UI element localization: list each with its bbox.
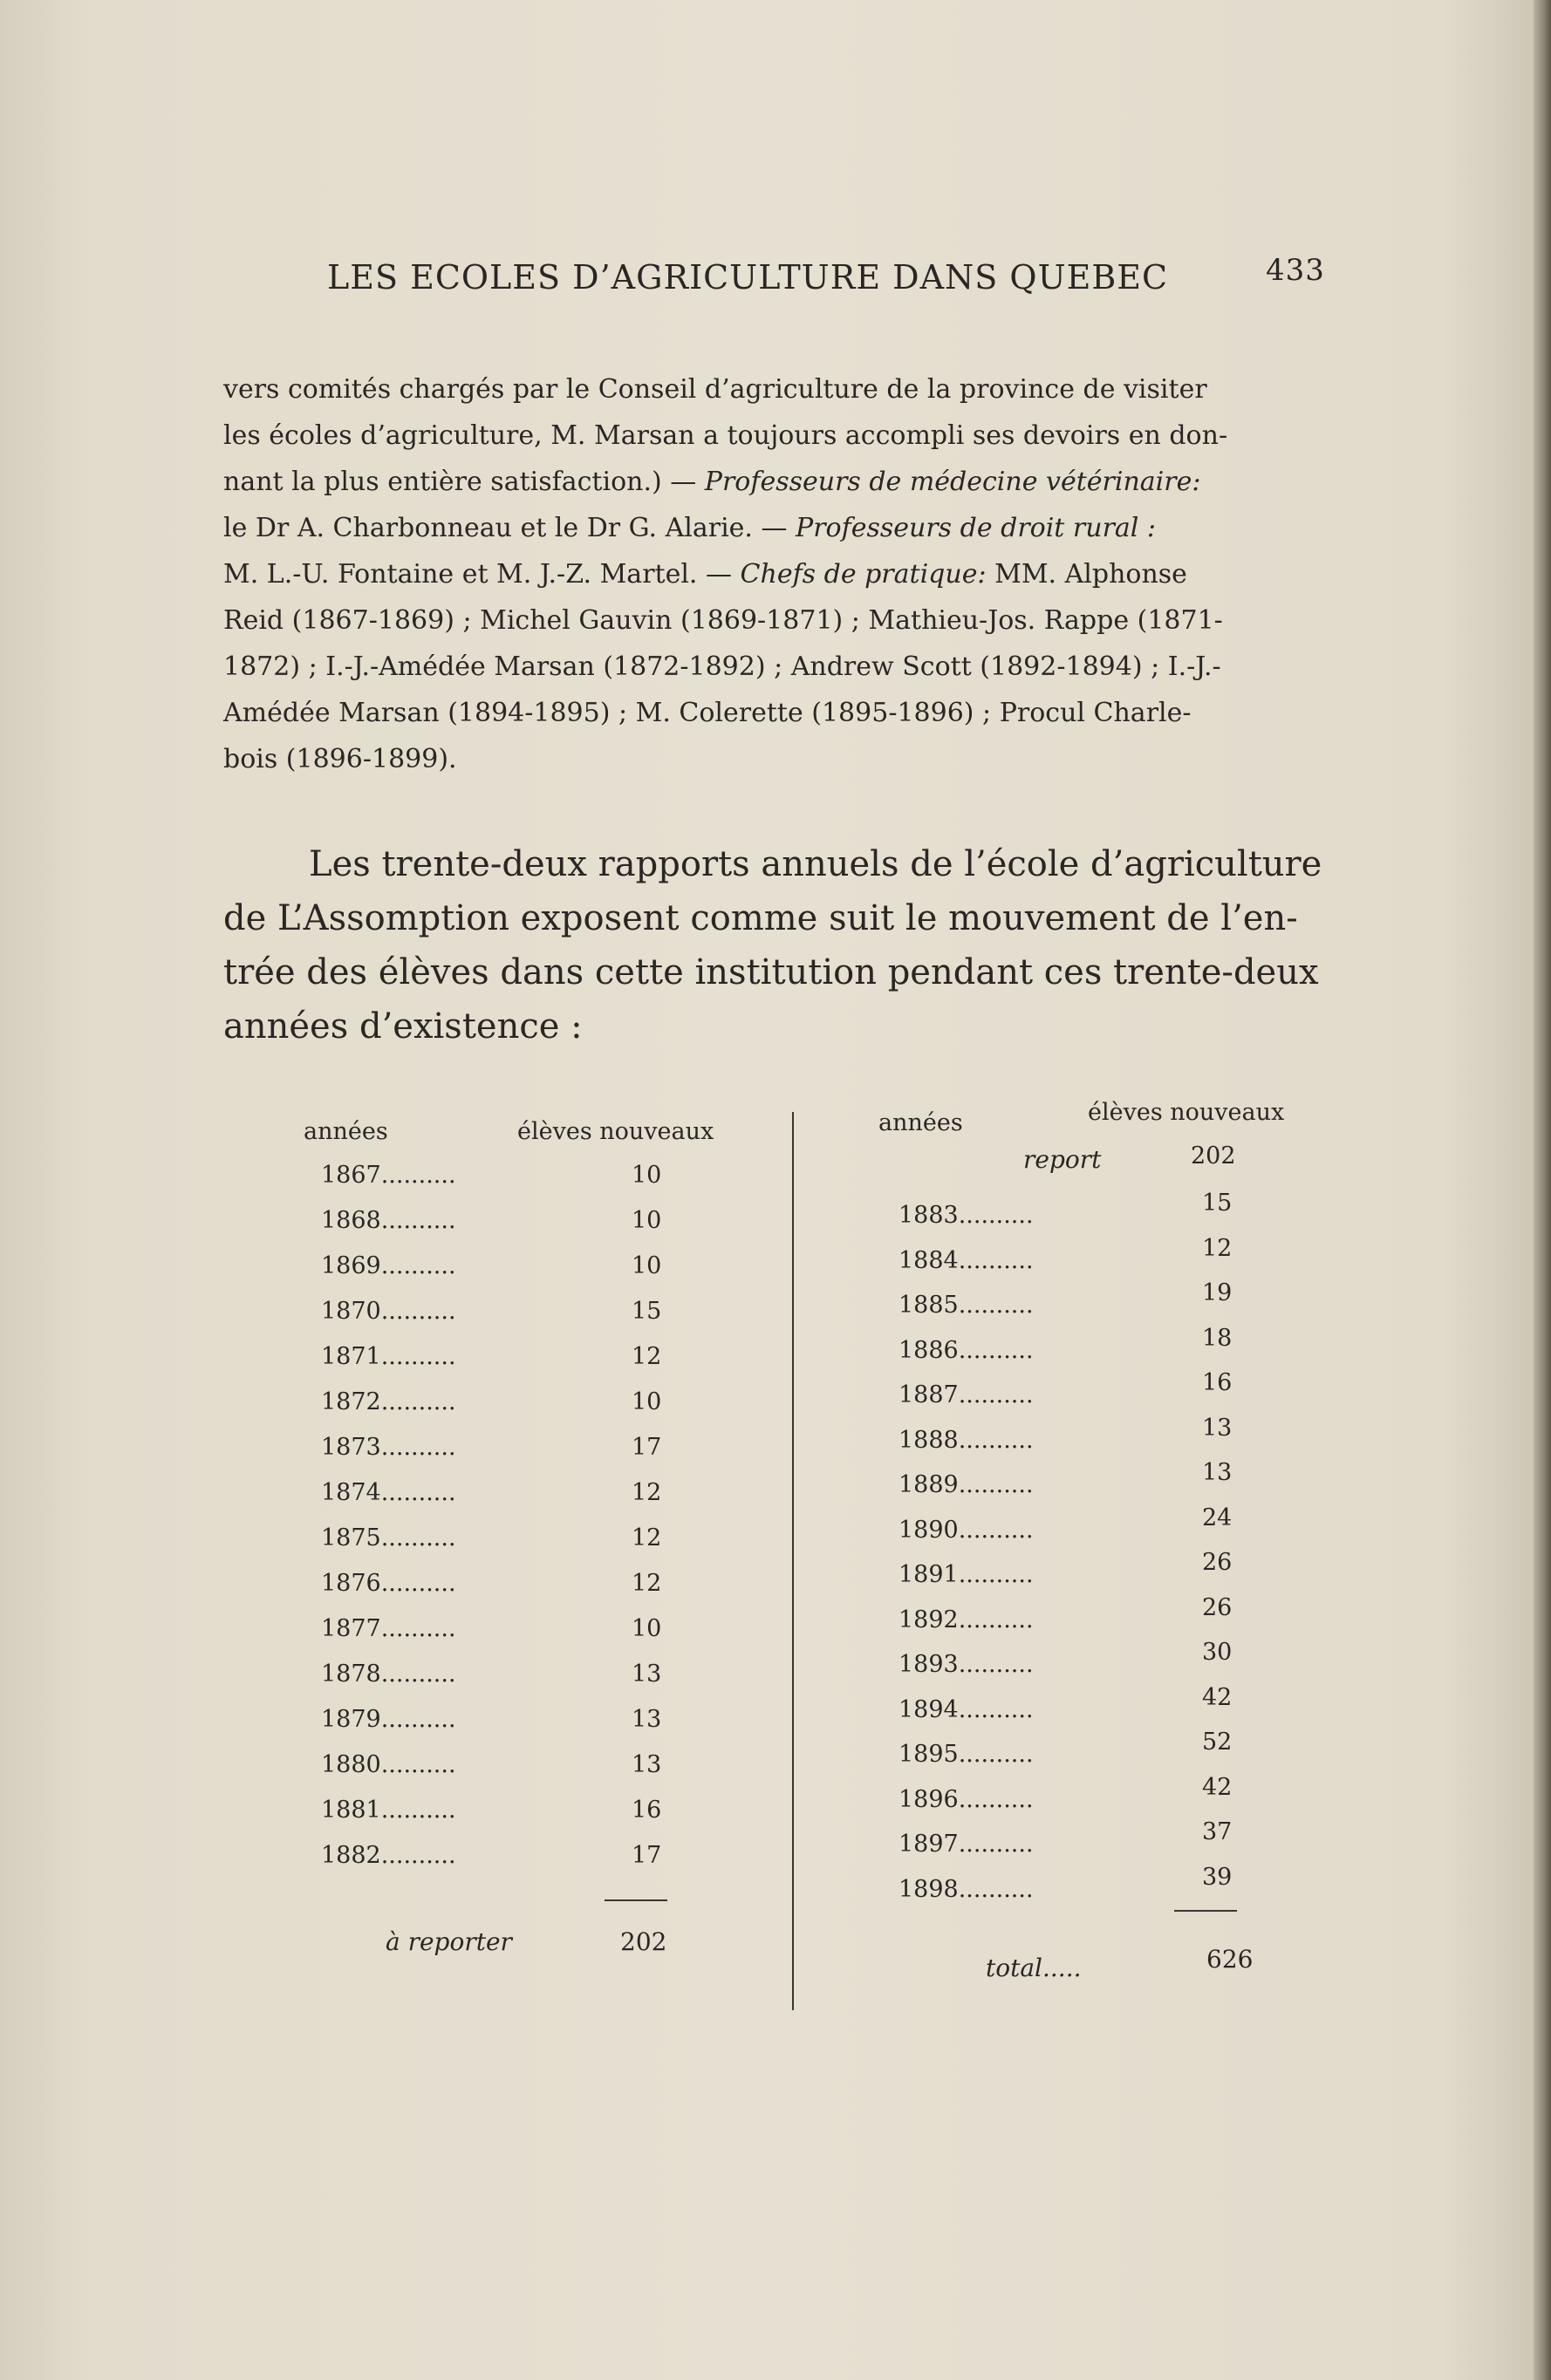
table-row-count: 19	[1202, 1279, 1233, 1306]
right-col-count-header: élèves nouveaux	[1088, 1099, 1285, 1126]
paragraph-line	[223, 459, 1327, 505]
table-row-count: 13	[632, 1661, 662, 1688]
right-total-value: 626	[1206, 1945, 1254, 1974]
italic-heading: Professeurs de médecine vétérinaire:	[704, 467, 1201, 497]
table-row-count: 13	[1202, 1414, 1233, 1442]
table-row-year: 1898..........	[898, 1875, 1034, 1903]
paragraph-line: années d’existence :	[223, 1006, 583, 1047]
table-row-count: 12	[632, 1479, 662, 1506]
table-row-count: 10	[632, 1388, 662, 1415]
line-text: Amédée Marsan (1894-1895) ; M. Colerette (1895-1896) ; Procul Charle-	[223, 698, 1192, 728]
right-total-rule	[1174, 1910, 1237, 1912]
paragraph-line	[223, 505, 1327, 551]
table-row-count: 26	[1202, 1549, 1233, 1576]
table-row-year: 1882..........	[321, 1842, 456, 1869]
line-text: MM. Alphonse	[986, 559, 1187, 590]
right-total-label: total.....	[986, 1954, 1082, 1982]
line-text: nant la plus entière satisfaction.) —	[223, 467, 705, 497]
table-row-count: 37	[1202, 1818, 1233, 1845]
right-carry-label: report	[1023, 1145, 1102, 1174]
table-row-count: 10	[632, 1615, 662, 1642]
table-row-year: 1894..........	[898, 1695, 1034, 1723]
paragraph-line	[223, 644, 1327, 690]
left-subtotal-rule	[605, 1899, 667, 1901]
paragraph-intro	[223, 837, 1327, 1054]
table-row-year: 1876..........	[321, 1570, 456, 1597]
table-row-count: 15	[632, 1298, 662, 1325]
table-row-count: 17	[632, 1842, 662, 1869]
table-row-year: 1868..........	[321, 1207, 456, 1234]
line-text: bois (1896-1899).	[223, 744, 457, 774]
table-row-count: 17	[632, 1434, 662, 1461]
column-divider	[792, 1112, 794, 2010]
table-row-count: 26	[1202, 1593, 1233, 1621]
table-row-year: 1877..........	[321, 1615, 456, 1642]
table-row-year: 1893..........	[898, 1651, 1034, 1678]
table-row-year: 1881..........	[321, 1797, 456, 1824]
line-text: le Dr A. Charbonneau et le Dr G. Alarie. —	[223, 513, 796, 543]
table-row-count: 12	[632, 1343, 662, 1370]
table-row-year: 1878..........	[321, 1661, 456, 1688]
table-row-year: 1897..........	[898, 1831, 1034, 1858]
table-row-year: 1896..........	[898, 1785, 1034, 1813]
left-subtotal-label: à reporter	[386, 1927, 512, 1956]
paragraph-line	[223, 690, 1327, 736]
paragraph-line	[223, 597, 1327, 644]
table-row-year: 1867..........	[321, 1162, 456, 1189]
italic-heading: Professeurs de droit rural :	[796, 513, 1157, 543]
table-row-count: 13	[632, 1706, 662, 1733]
paragraph-line: Les trente-deux rapports annuels de l’école d’agriculture	[309, 844, 1322, 884]
table-row-count: 42	[1202, 1683, 1233, 1711]
table-row-year: 1875..........	[321, 1524, 456, 1551]
table-row-count: 16	[632, 1797, 662, 1824]
table-row-year: 1872..........	[321, 1388, 456, 1415]
left-col-year-header: années	[304, 1118, 388, 1145]
table-row-count: 13	[1202, 1459, 1233, 1486]
paragraph-officers	[223, 366, 1327, 782]
table-row-year: 1870..........	[321, 1298, 456, 1325]
line-text: vers comités chargés par le Conseil d’agriculture de la province de visiter	[223, 374, 1207, 405]
table-row-count: 10	[632, 1207, 662, 1234]
table-row-year: 1885..........	[898, 1292, 1034, 1319]
table-row-count: 18	[1202, 1324, 1233, 1352]
paragraph-line: de L’Assomption exposent comme suit le mouvement de l’en-	[223, 898, 1298, 938]
table-row-year: 1890..........	[898, 1516, 1034, 1544]
table-row-year: 1869..........	[321, 1252, 456, 1279]
table-row-year: 1874..........	[321, 1479, 456, 1506]
table-row-year: 1873..........	[321, 1434, 456, 1461]
table-row-count: 10	[632, 1252, 662, 1279]
table-row-count: 39	[1202, 1863, 1233, 1891]
line-text: les écoles d’agriculture, M. Marsan a toujours accompli ses devoirs en don-	[223, 420, 1228, 451]
table-row-year: 1891..........	[898, 1561, 1034, 1588]
paragraph-line: trée des élèves dans cette institution pendant ces trente-deux	[223, 952, 1319, 992]
table-row-count: 12	[1202, 1234, 1233, 1262]
paragraph-line	[223, 551, 1327, 597]
left-subtotal-value: 202	[620, 1927, 667, 1956]
table-row-count: 12	[632, 1524, 662, 1551]
paragraph-line	[223, 413, 1327, 459]
italic-heading: Chefs de pratique:	[740, 559, 987, 590]
table-row-count: 15	[1202, 1190, 1233, 1217]
table-row-year: 1895..........	[898, 1741, 1034, 1768]
table-row-year: 1892..........	[898, 1606, 1034, 1633]
table-row-count: 13	[632, 1751, 662, 1778]
paragraph-line	[223, 736, 1327, 782]
table-row-year: 1879..........	[321, 1706, 456, 1733]
table-row-count: 24	[1202, 1504, 1233, 1531]
table-row-year: 1883..........	[898, 1202, 1034, 1229]
table-row-year: 1887..........	[898, 1381, 1034, 1408]
table-row-year: 1886..........	[898, 1336, 1034, 1364]
table-row-count: 16	[1202, 1369, 1233, 1396]
table-row-year: 1871..........	[321, 1343, 456, 1370]
table-row-year: 1880..........	[321, 1751, 456, 1778]
right-col-year-header: années	[878, 1109, 963, 1136]
right-carry-value: 202	[1191, 1142, 1236, 1170]
header-title: LES ECOLES D’AGRICULTURE DANS QUEBEC	[327, 258, 1169, 297]
table-row-count: 30	[1202, 1639, 1233, 1666]
paragraph-line	[223, 366, 1327, 413]
line-text: Reid (1867-1869) ; Michel Gauvin (1869-1871) ; Mathieu-Jos. Rappe (1871-	[223, 605, 1223, 636]
table-row-count: 12	[632, 1570, 662, 1597]
line-text: 1872) ; I.-J.-Amédée Marsan (1872-1892) ; Andrew Scott (1892-1894) ; I.-J.-	[223, 651, 1221, 682]
table-row-year: 1888..........	[898, 1426, 1034, 1454]
table-row-count: 42	[1202, 1773, 1233, 1801]
table-row-count: 10	[632, 1162, 662, 1189]
line-text: M. L.-U. Fontaine et M. J.-Z. Martel. —	[223, 559, 741, 590]
page-edge	[1534, 0, 1551, 2380]
table-row-year: 1889..........	[898, 1471, 1034, 1498]
page-number: 433	[1266, 253, 1325, 288]
table-row-year: 1884..........	[898, 1246, 1034, 1274]
table-row-count: 52	[1202, 1729, 1233, 1756]
left-col-count-header: élèves nouveaux	[517, 1118, 714, 1145]
